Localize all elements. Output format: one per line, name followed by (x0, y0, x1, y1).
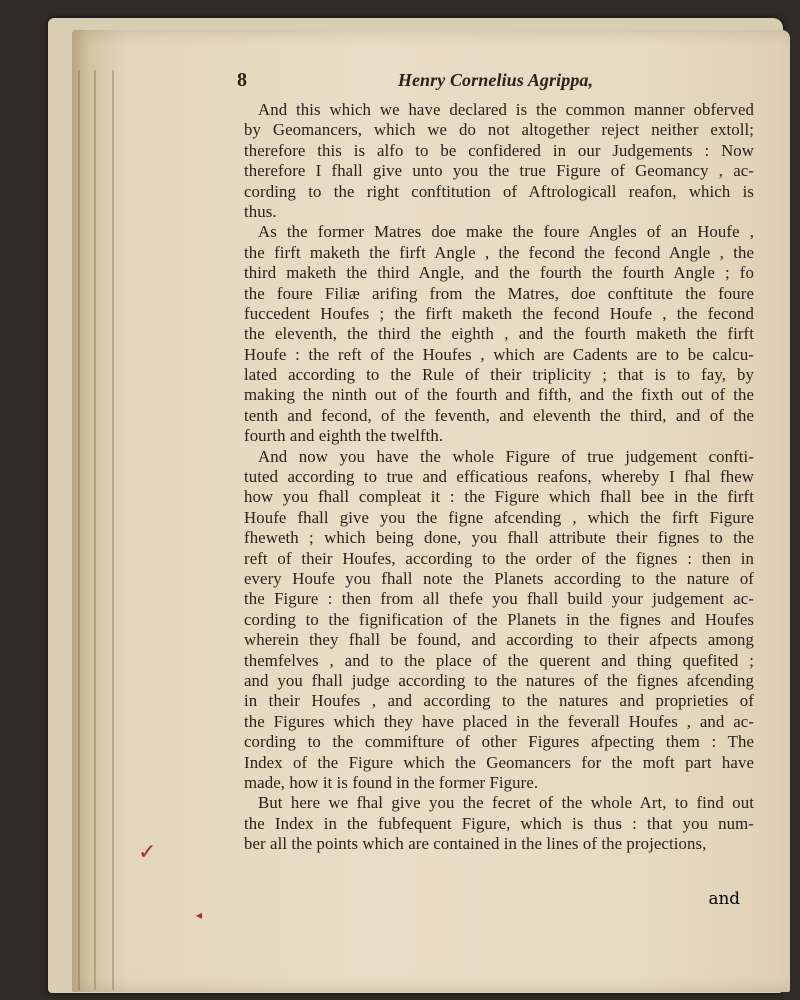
paragraph (244, 100, 754, 222)
text-line: made, how it is found in the former Figure. (244, 772, 539, 792)
text-line: in their Houfes , and according to the natures and proprieties of (244, 691, 754, 711)
text-line: the eleventh, the third the eighth , and the fourth maketh the firft (244, 324, 754, 344)
catchword: and (708, 888, 740, 908)
text-line: Houfe : the reft of the Houfes , which are Cadents are to be calcu- (244, 344, 754, 364)
page-edge-line (94, 70, 96, 990)
marginal-annotation-mark: ✓ (138, 840, 157, 865)
text-line: the firft maketh the firft Angle , the fecond the fecond Angle , the (244, 242, 754, 262)
text-line: the Index in the fubfequent Figure, which is thus : that you num- (244, 813, 754, 833)
page-edge-line (78, 70, 80, 990)
text-line: tuted according to true and efficatious reafons, whereby I fhal fhew (244, 467, 754, 487)
text-line: Houfe fhall give you the figne afcending , which the firft Figure (244, 507, 754, 527)
page-edge-line (112, 70, 114, 990)
text-line: third maketh the third Angle, and the fourth the fourth Angle ; fo (244, 263, 754, 283)
text-line: the foure Filiæ arifing from the Matres, doe conftitute the foure (244, 283, 754, 303)
text-line: making the ninth out of the fourth and fifth, and the fixth out of the (244, 385, 754, 405)
text-line: themfelves , and to the place of the querent and thing quefited ; (244, 650, 754, 670)
text-line: thus. (244, 201, 277, 221)
running-head: Henry Cornelius Agrippa, (397, 70, 594, 90)
text-line: lated according to the Rule of their triplicity ; that is to fay, by (244, 365, 754, 385)
text-line: fheweth ; which being done, you fhall attribute their fignes to the (244, 528, 754, 548)
text-line: the Figures which they have placed in the feverall Houfes , and ac- (244, 711, 754, 731)
paragraph (244, 447, 754, 794)
paragraph (244, 793, 754, 854)
text-line: And now you have the whole Figure of true judgement confti- (258, 446, 754, 466)
text-line: cording to the commifture of other Figures afpecting them : The (244, 732, 754, 752)
text-line: fourth and eighth the twelfth. (244, 426, 444, 446)
text-line: And this which we have declared is the common manner obferved (258, 100, 754, 119)
text-line: and you fhall judge according to the natures of the fignes afcending (244, 670, 754, 690)
page-header (237, 70, 754, 100)
text-line: As the former Matres doe make the foure Angles of an Houfe , (258, 222, 754, 242)
text-line: tenth and fecond, of the feventh, and eleventh the third, and of the (244, 405, 754, 425)
text-line: therefore I fhall give unto you the true Figure of Geomancy , ac- (244, 161, 754, 181)
page-number: 8 (237, 69, 248, 91)
text-line: wherein they fhall be found, and according to their afpects among (244, 630, 754, 650)
text-line: by Geomancers, which we do not altogether reject neither extoll; (244, 120, 754, 140)
text-line: ber all the points which are contained in the lines of the projections, (244, 834, 707, 854)
text-line: therefore this is alfo to be confidered in our Judgements : Now (244, 140, 754, 160)
paragraph (244, 222, 754, 446)
text-line: every Houfe you fhall note the Planets according to the nature of (244, 568, 754, 588)
page-text (237, 69, 754, 990)
text-line: fuccedent Houfes ; the firft maketh the fecond Houfe , the fecond (244, 303, 754, 323)
marginal-annotation-mark: ◂ (196, 908, 203, 922)
text-line: cording to the right conftitution of Aftrologicall reafon, which is (244, 181, 754, 201)
page-body (244, 100, 754, 854)
text-line: Index of the Figure which the Geomancers for the moft part have (244, 752, 754, 772)
text-line: how you fhall compleat it : the Figure which fhall bee in the firft (244, 487, 754, 507)
text-line: reft of their Houfes, according to the order of the fignes : then in (244, 548, 754, 568)
text-line: But here we fhal give you the fecret of the whole Art, to find out (258, 793, 754, 813)
text-line: the Figure : then from all thefe you fhall build your judgement ac- (244, 589, 754, 609)
text-line: cording to the fignification of the Planets in the fignes and Houfes (244, 609, 754, 629)
